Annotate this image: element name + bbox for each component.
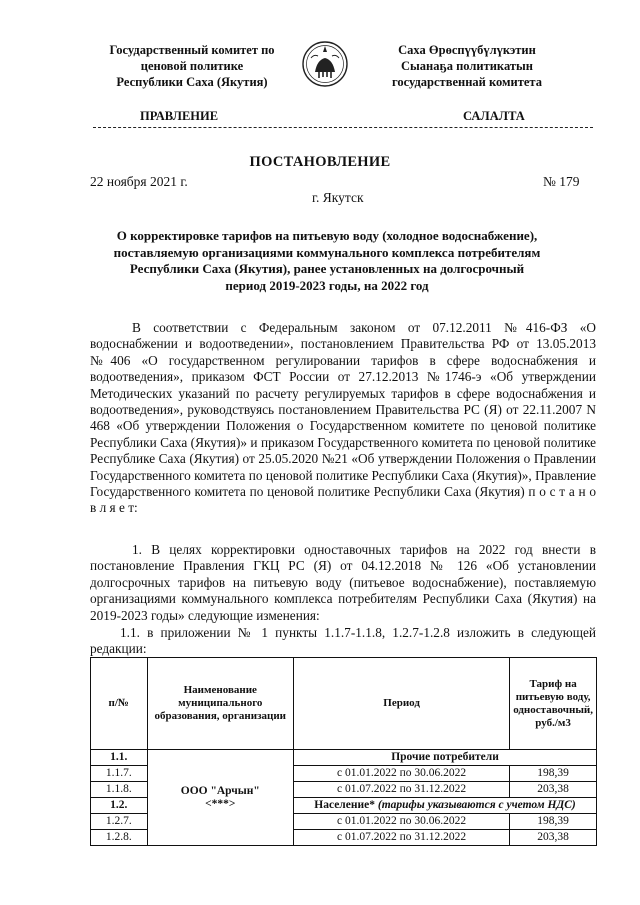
- document-number: № 179: [543, 174, 580, 189]
- row-period: с 01.01.2022 по 30.06.2022: [294, 814, 510, 830]
- header-left-line: ценовой политике: [140, 59, 244, 73]
- header-right-line: Саха Өрөспүүбүлүкэтин: [398, 43, 536, 57]
- row-period: с 01.01.2022 по 30.06.2022: [294, 766, 510, 782]
- col-header-org: Наименование муниципального образования, организации: [147, 658, 294, 750]
- col-header-period: Период: [294, 658, 510, 750]
- document-date: 22 ноября 2021 г.: [90, 174, 188, 189]
- coat-of-arms-icon: [302, 38, 348, 90]
- header-right-sub: САЛАЛТА: [463, 109, 525, 123]
- header-left-sub: ПРАВЛЕНИЕ: [140, 109, 219, 123]
- preamble-paragraph: В соответствии с Федеральным законом от 07.12.2011 №416-ФЗ «О водоснабжении и водоотведении», постановлением Правительства РФ от 13.05.2013 №406 «О государственном регулировании тарифов в сфере водоснабжения и водоотведения», приказом ФСТ России от 27.12.2013 №1746-э «Об утверждении Методических указаний по расчету регулируемых тарифов в сфере водоснабжения и водоотведения», руководствуясь постановлением Правительства РС (Я) от 22.11.2007 N 468 «Об утверждении Положения о Государственном комитете по ценовой политике Республики Саха (Якутия)» и приказом Государственного комитета по ценовой политике Республике Саха (Якутия) от 25.05.2020 №21 «Об утверждении Положения о Правлении Государственного комитета по ценовой политике Республики Саха (Якутия)», Правление Государственного комитета по ценовой политике Республики Саха (Якутия) п о с т а н о в л я е т:: [90, 320, 596, 516]
- header-right-line: Сыанаҕа политикатын: [401, 59, 533, 73]
- group-num: 1.2.: [91, 798, 148, 814]
- org-name: ООО "Арчын": [180, 784, 260, 797]
- row-tariff: 198,39: [510, 766, 597, 782]
- document-subject: О корректировке тарифов на питьевую воду (холодное водоснабжение), поставляемую организациями коммунального комплекса потребителям Республики Саха (Якутия), ранее установленных на долгосрочный период 2019-2023 годы, на 2022 год: [113, 228, 541, 293]
- header-right-line: государственнай комитета: [392, 75, 542, 89]
- header-left-line: Республики Саха (Якутия): [116, 75, 268, 89]
- group-label: Прочие потребители: [294, 750, 597, 766]
- group-label: [294, 798, 597, 814]
- document-title: ПОСТАНОВЛЕНИЕ: [249, 154, 391, 170]
- header-right: [372, 42, 562, 90]
- group-label-italic: (тарифы указываются с учетом НДС): [377, 799, 576, 811]
- document-city: г. Якутск: [312, 190, 364, 205]
- col-header-tariff: Тариф на питьевую воду, одноставочный, руб./м3: [510, 658, 597, 750]
- group-num: 1.1.: [91, 750, 148, 766]
- row-period: с 01.07.2022 по 31.12.2022: [294, 830, 510, 846]
- row-num: 1.2.8.: [91, 830, 148, 846]
- org-cell: [147, 750, 294, 846]
- row-num: 1.2.7.: [91, 814, 148, 830]
- col-header-num: п/№: [91, 658, 148, 750]
- point-1-1-paragraph: 1.1. в приложении № 1 пункты 1.1.7-1.1.8, 1.2.7-1.2.8 изложить в следующей редакции:: [90, 625, 596, 657]
- header-left-line: Государственный комитет по: [109, 43, 275, 57]
- row-tariff: 203,38: [510, 830, 597, 846]
- point-1-paragraph: 1. В целях корректировки одноставочных тарифов на 2022 год внести в постановление Правления ГКЦ РС (Я) от 04.12.2018 № 126 «Об установлении долгосрочных тарифов на питьевую воду (питьевое водоснабжение), поставляемую организациями коммунального комплекса потребителям Республики Саха (Якутия) на 2019-2023 годы» следующие изменения:: [90, 542, 596, 623]
- group-label-bold: Население*: [314, 799, 375, 811]
- tariff-table: [90, 657, 597, 846]
- row-tariff: 203,38: [510, 782, 597, 798]
- row-num: 1.1.8.: [91, 782, 148, 798]
- header-divider: [93, 127, 593, 128]
- row-num: 1.1.7.: [91, 766, 148, 782]
- row-period: с 01.07.2022 по 31.12.2022: [294, 782, 510, 798]
- org-note: <***>: [205, 797, 236, 810]
- header-left: [92, 42, 292, 90]
- row-tariff: 198,39: [510, 814, 597, 830]
